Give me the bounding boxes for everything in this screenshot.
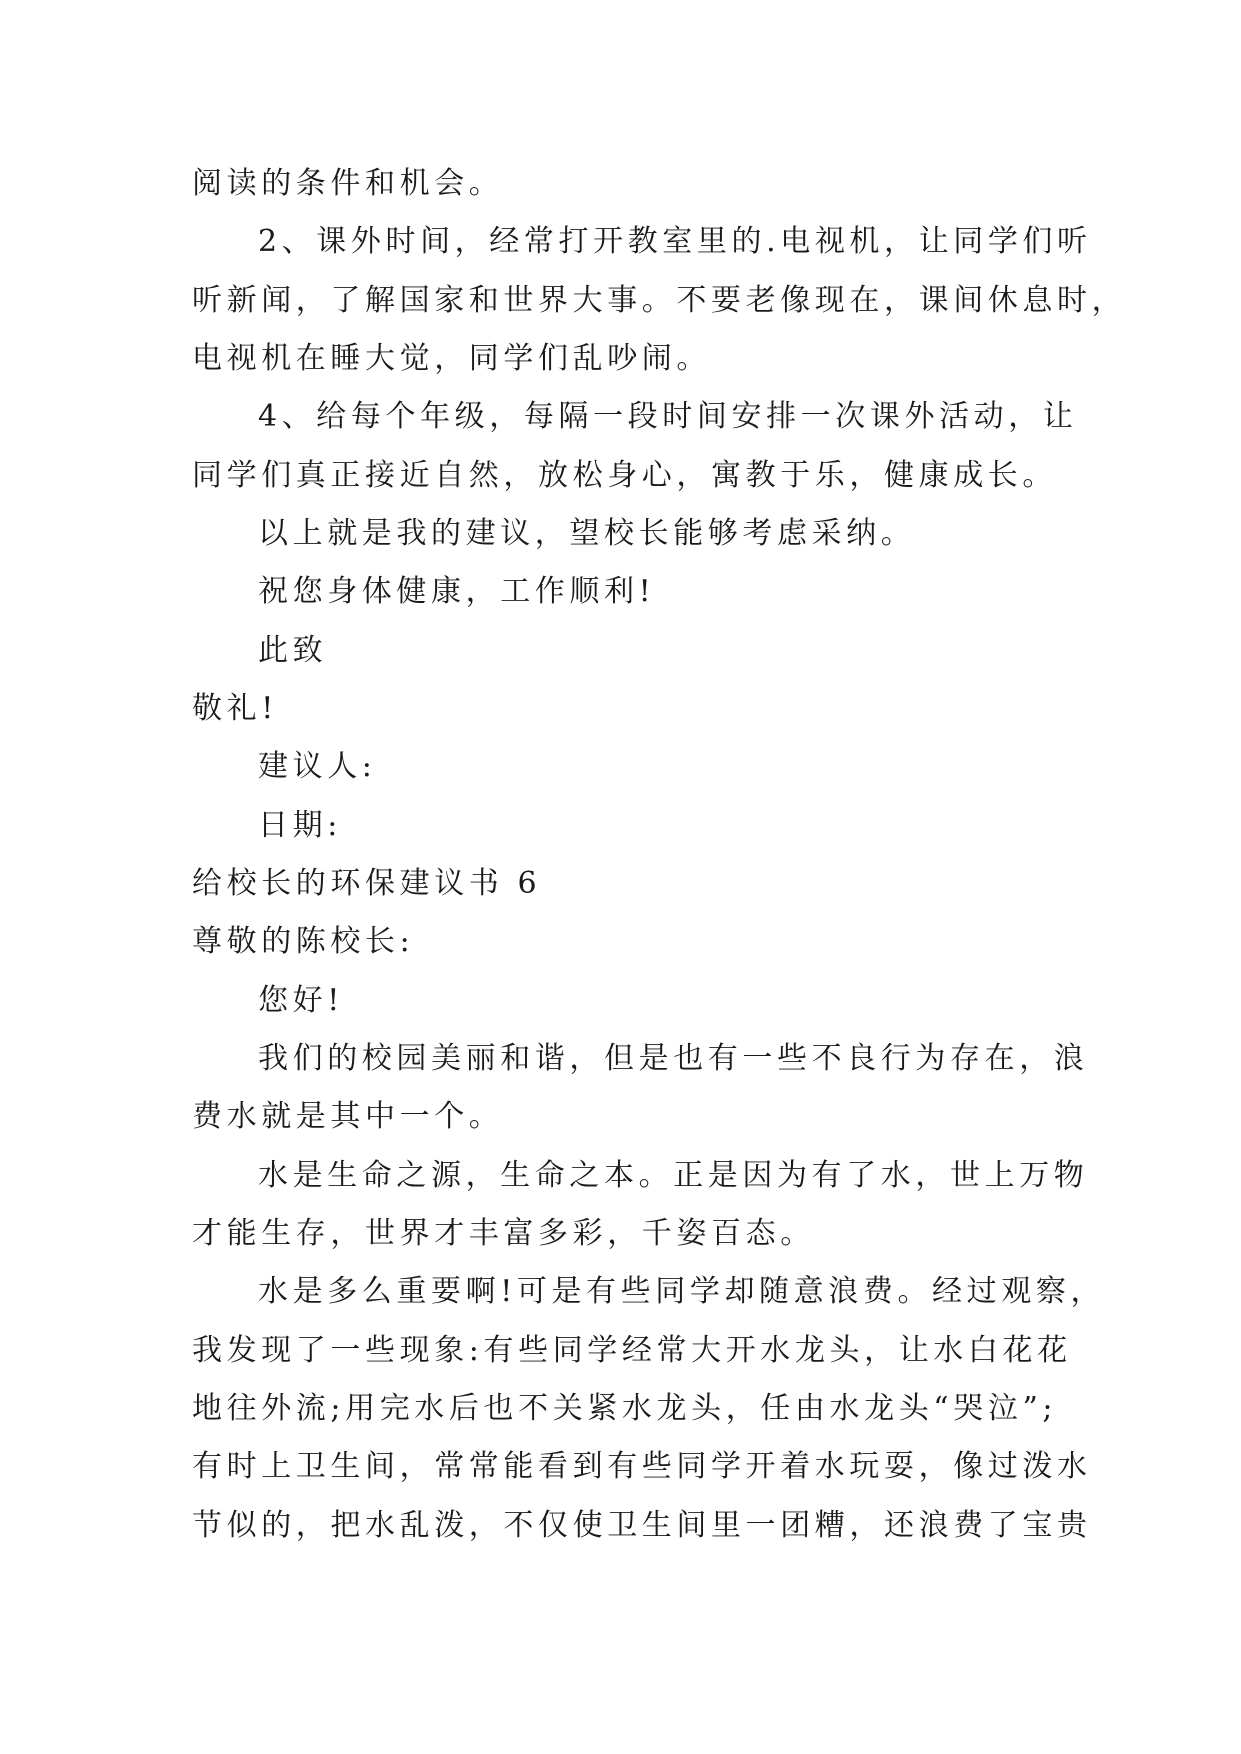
text-line: 2、课外时间，经常打开教室里的.电视机，让同学们听 [258,224,1092,259]
text-line: 费水就是其中一个。 [192,1099,504,1134]
text-line: 尊敬的陈校长: [192,924,415,959]
text-line: 水是多么重要啊!可是有些同学却随意浪费。经过观察， [258,1274,1106,1309]
text-line: 才能生存，世界才丰富多彩，千姿百态。 [192,1216,815,1251]
text-line: 祝您身体健康，工作顺利! [258,574,656,609]
text-line: 建议人: [258,749,377,784]
text-line: 听新闻，了解国家和世界大事。不要老像现在，课间休息时， [192,283,1127,318]
text-line: 我发现了一些现象:有些同学经常大开水龙头，让水白花花 [192,1333,1072,1368]
text-line: 以上就是我的建议，望校长能够考虑采纳。 [258,516,916,551]
text-line: 我们的校园美丽和谐，但是也有一些不良行为存在，浪 [258,1041,1089,1076]
text-line: 地往外流;用完水后也不关紧水龙头，任由水龙头“哭泣”; [192,1391,1058,1426]
text-line: 有时上卫生间，常常能看到有些同学开着水玩耍，像过泼水 [192,1449,1092,1484]
text-line: 同学们真正接近自然，放松身心，寓教于乐，健康成长。 [192,458,1057,493]
text-line: 阅读的条件和机会。 [192,166,504,201]
text-line: 敬礼! [192,691,278,726]
section-title: 给校长的环保建议书 6 [192,866,542,901]
text-line: 水是生命之源，生命之本。正是因为有了水，世上万物 [258,1158,1089,1193]
text-line: 电视机在睡大觉，同学们乱吵闹。 [192,341,711,376]
text-line: 节似的，把水乱泼，不仅使卫生间里一团糟，还浪费了宝贵 [192,1508,1092,1543]
text-line: 您好! [258,983,344,1018]
text-line: 日期: [258,808,342,843]
text-line: 此致 [258,633,328,668]
text-line: 4、给每个年级，每隔一段时间安排一次课外活动，让 [258,399,1078,434]
